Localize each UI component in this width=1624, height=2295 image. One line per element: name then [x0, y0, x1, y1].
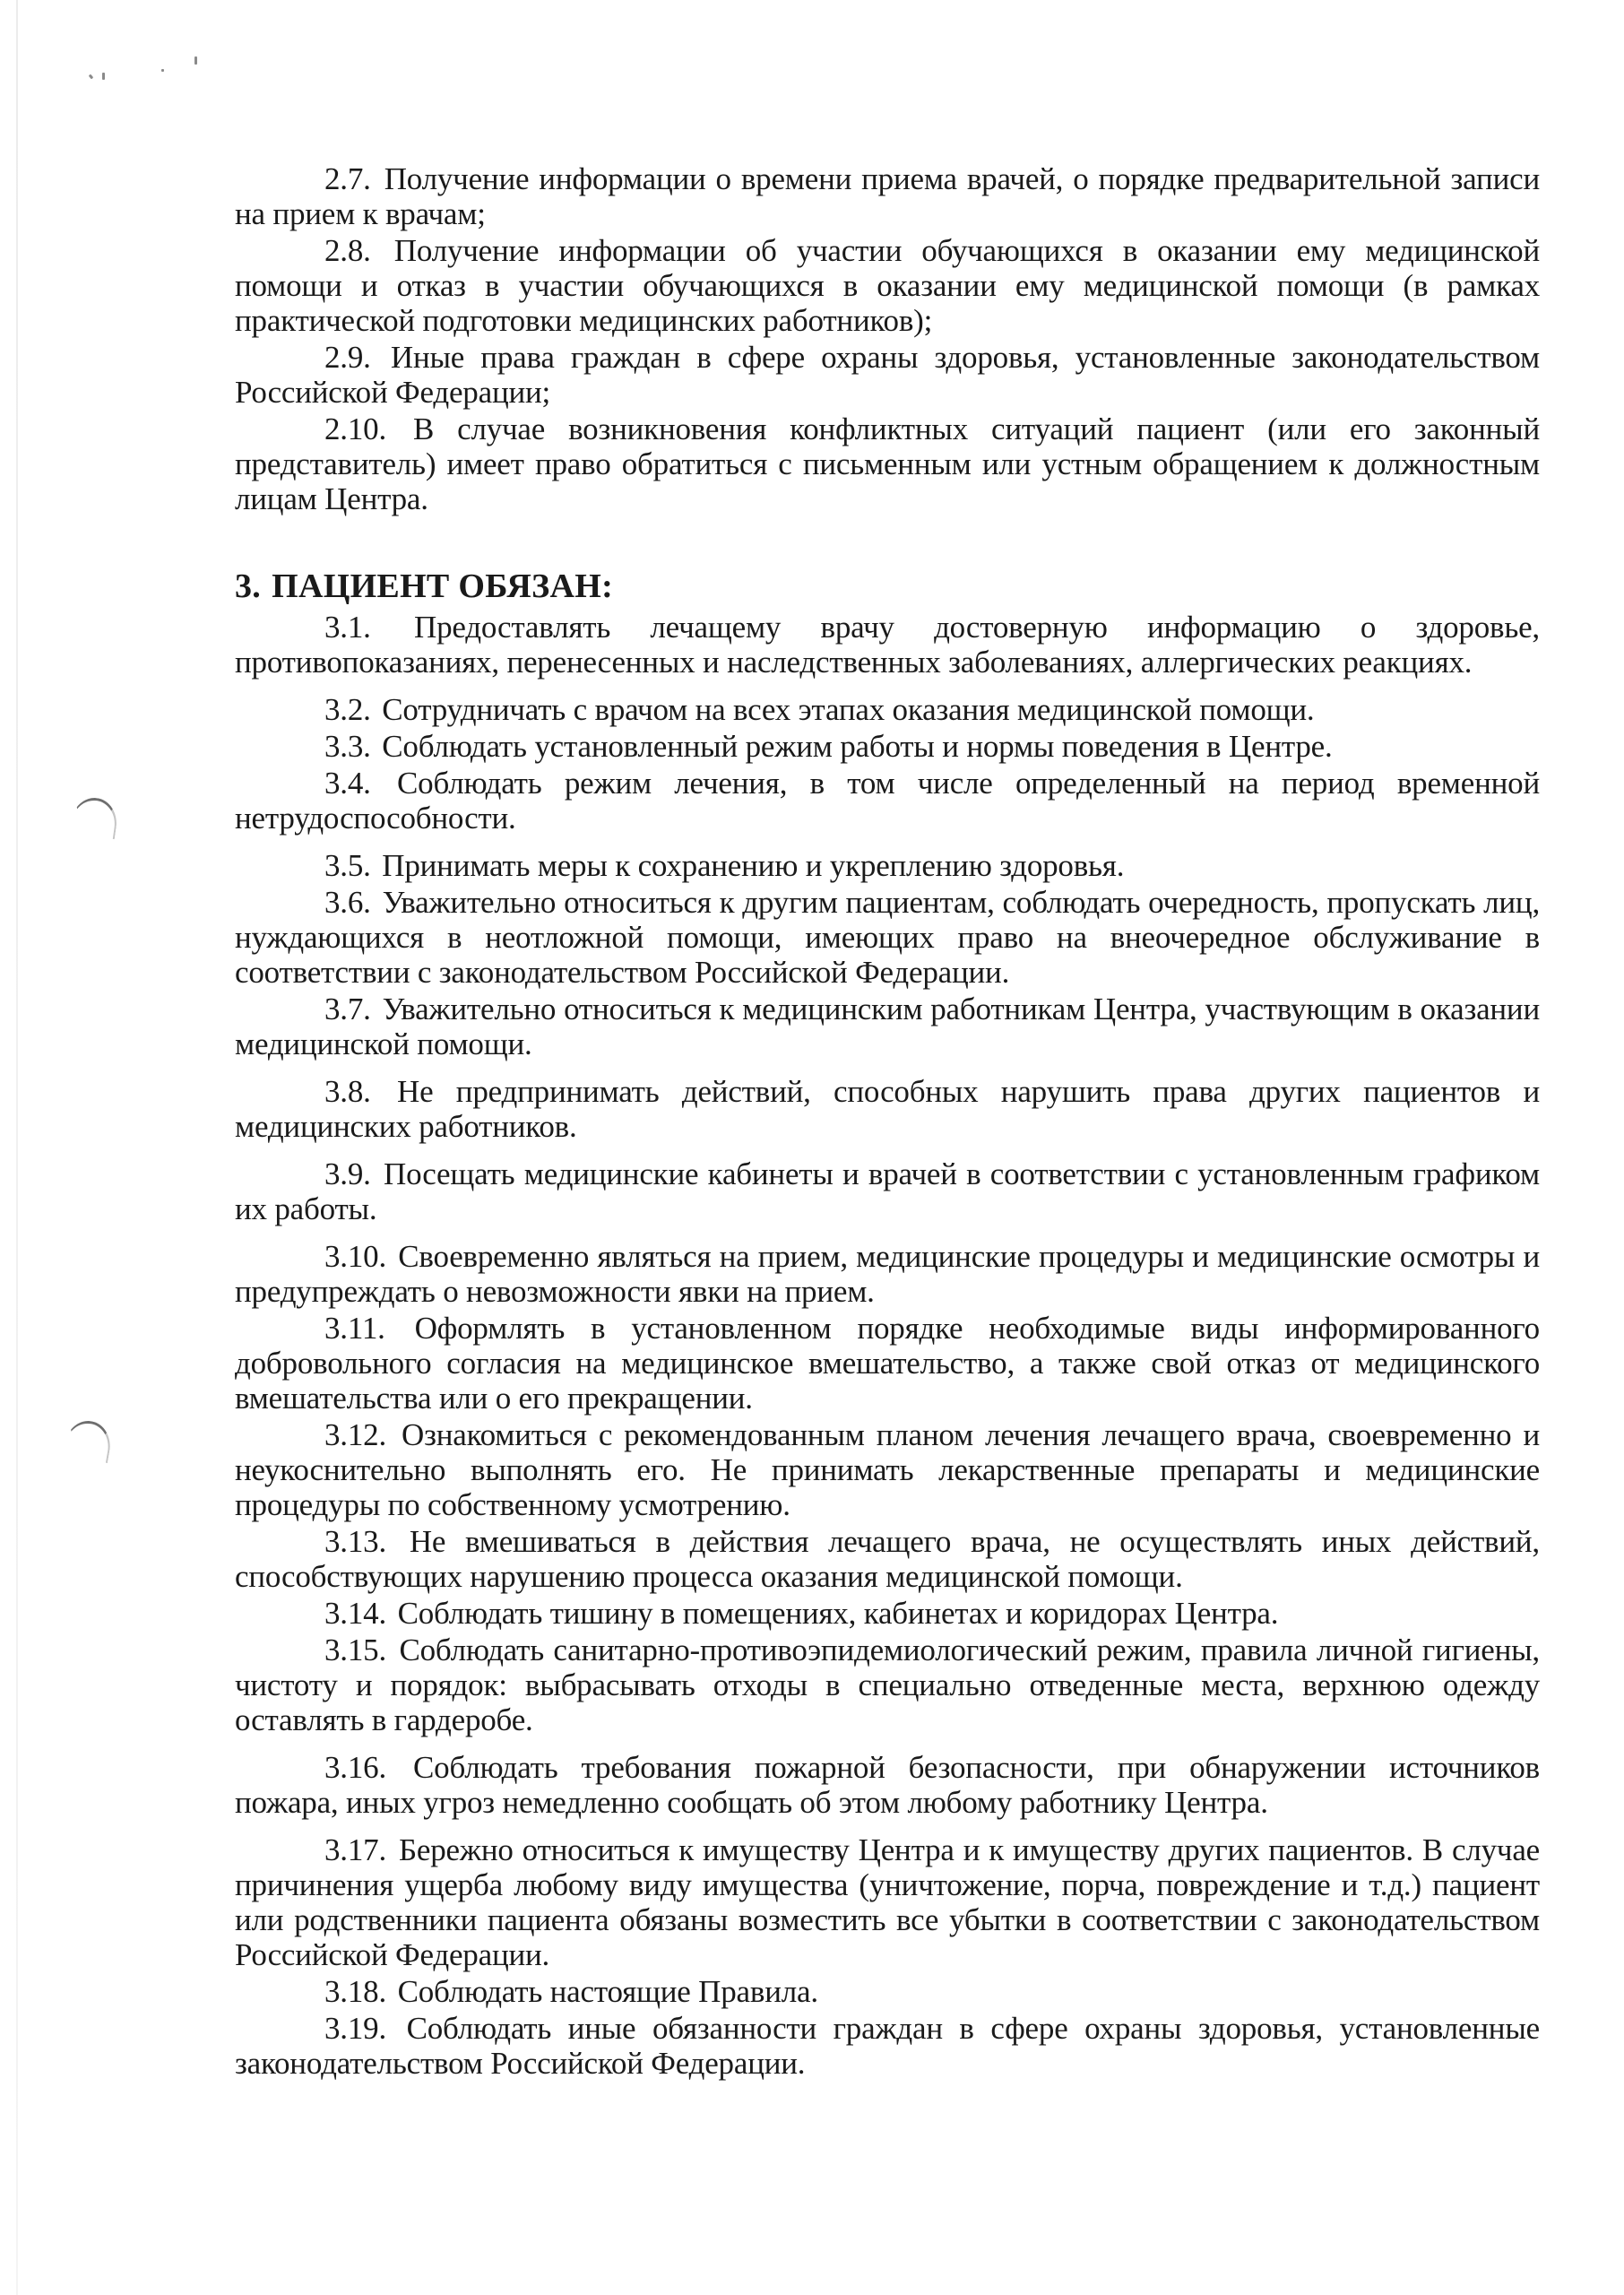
section-number: 3. [235, 567, 262, 605]
list-item [235, 1750, 1540, 1820]
item-text: Уважительно относиться к медицинским работникам Центра, участвующим в оказании медицинской помощи. [235, 992, 1540, 1061]
list-item [235, 766, 1540, 836]
item-number: 2.7. [324, 161, 371, 196]
item-number: 3.17. [324, 1832, 387, 1867]
list-item [235, 411, 1540, 516]
item-text: В случае возникновения конфликтных ситуаций пациент (или его законный представитель) имеет право обратиться с письменным или устным обращением к должностным лицам Центра. [235, 411, 1540, 516]
item-text: Посещать медицинские кабинеты и врачей в соответствии с установленным графиком их работы. [235, 1156, 1540, 1226]
item-text: Соблюдать иные обязанности граждан в сфере охраны здоровья, установленные законодательством Российской Федерации. [235, 2011, 1540, 2081]
list-item [235, 1311, 1540, 1416]
item-text: Сотрудничать с врачом на всех этапах оказания медицинской помощи. [382, 692, 1315, 727]
list-item [235, 1074, 1540, 1144]
list-item [235, 340, 1540, 410]
item-text: Не вмешиваться в действия лечащего врача, не осуществлять иных действий, способствующих нарушению процесса оказания медицинской помощи. [235, 1524, 1540, 1594]
item-text: Соблюдать тишину в помещениях, кабинетах и коридорах Центра. [397, 1596, 1279, 1631]
item-number: 3.6. [324, 885, 371, 920]
list-item [235, 1417, 1540, 1522]
document-page [235, 161, 1540, 2083]
section-heading [235, 567, 1540, 606]
item-number: 3.7. [324, 992, 371, 1026]
list-item [235, 161, 1540, 231]
item-number: 3.3. [324, 729, 371, 764]
item-number: 3.14. [324, 1596, 387, 1631]
section-title: ПАЦИЕНТ ОБЯЗАН: [272, 567, 614, 605]
item-text: Соблюдать режим лечения, в том числе определенный на период временной нетрудоспособности. [235, 766, 1540, 836]
item-text: Ознакомиться с рекомендованным планом лечения лечащего врача, своевременно и неукоснительно выполнять его. Не принимать лекарственные препараты и медицинские процедуры по собственному усмотрению. [235, 1417, 1540, 1522]
list-item [235, 992, 1540, 1061]
item-number: 3.2. [324, 692, 371, 727]
item-number: 3.10. [324, 1239, 387, 1274]
item-number: 3.11. [324, 1311, 385, 1346]
item-number: 3.13. [324, 1524, 387, 1559]
scan-page-edge [16, 0, 18, 2295]
list-item [235, 1239, 1540, 1309]
item-text: Своевременно являться на прием, медицинские процедуры и медицинские осмотры и предупреждать о невозможности явки на прием. [235, 1239, 1540, 1309]
list-item [235, 1632, 1540, 1737]
item-text: Уважительно относиться к другим пациентам, соблюдать очередность, пропускать лиц, нуждающихся в неотложной помощи, имеющих право на внеочередное обслуживание в соответствии с законодательством Российской Федерации. [235, 885, 1540, 990]
list-item [235, 1156, 1540, 1226]
list-item [235, 610, 1540, 680]
item-text: Оформлять в установленном порядке необходимые виды информированного добровольного согласия на медицинское вмешательство, а также свой отказ от медицинского вмешательства или о его прекращении. [235, 1311, 1540, 1416]
list-item [235, 729, 1540, 764]
item-number: 3.8. [324, 1074, 371, 1109]
list-item [235, 848, 1540, 883]
list-item [235, 1974, 1540, 2009]
item-number: 3.1. [324, 610, 371, 645]
item-number: 2.8. [324, 233, 371, 268]
item-number: 3.15. [324, 1632, 387, 1667]
item-text: Бережно относиться к имуществу Центра и к имуществу других пациентов. В случае причинения ущерба любому виду имущества (уничтожение, порча, повреждение и т.д.) пациент или родственники пациента обязаны возместить все убытки в соответствии с законодательством Российской Федерации. [235, 1832, 1540, 1972]
section-3-items [235, 610, 1540, 2081]
item-text: Получение информации об участии обучающихся в оказании ему медицинской помощи и отказ в участии обучающихся в оказании ему медицинской помощи (в рамках практической подготовки медицинских работников); [235, 233, 1540, 338]
list-item [235, 692, 1540, 727]
item-text: Соблюдать санитарно-противоэпидемиологический режим, правила личной гигиены, чистоту и порядок: выбрасывать отходы в специально отведенные места, верхнюю одежду оставлять в гардеробе. [235, 1632, 1540, 1737]
section-2-items [235, 161, 1540, 516]
item-text: Соблюдать требования пожарной безопасности, при обнаружении источников пожара, иных угроз немедленно сообщать об этом любому работнику Центра. [235, 1750, 1540, 1820]
item-number: 3.4. [324, 766, 371, 801]
item-number: 2.9. [324, 340, 371, 375]
item-text: Предоставлять лечащему врачу достоверную информацию о здоровье, противопоказаниях, перенесенных и наследственных заболеваниях, аллергических реакциях. [235, 610, 1540, 680]
punch-hole-mark [63, 1417, 115, 1463]
item-number: 3.5. [324, 848, 371, 883]
item-text: Иные права граждан в сфере охраны здоровья, установленные законодательством Российской Федерации; [235, 340, 1540, 410]
list-item [235, 885, 1540, 990]
list-item [235, 2011, 1540, 2081]
scan-artifact-marks [85, 49, 220, 94]
list-item [235, 233, 1540, 338]
item-text: Получение информации о времени приема врачей, о порядке предварительной записи на прием к врачам; [235, 161, 1540, 231]
item-number: 3.12. [324, 1417, 387, 1452]
item-number: 3.16. [324, 1750, 387, 1785]
item-number: 3.9. [324, 1156, 371, 1191]
item-number: 3.18. [324, 1974, 387, 2009]
list-item [235, 1524, 1540, 1594]
list-item [235, 1832, 1540, 1972]
item-text: Не предпринимать действий, способных нарушить права других пациентов и медицинских работников. [235, 1074, 1540, 1144]
item-number: 2.10. [324, 411, 387, 446]
punch-hole-mark [69, 795, 119, 840]
item-text: Соблюдать настоящие Правила. [397, 1974, 818, 2009]
item-text: Принимать меры к сохранению и укреплению здоровья. [382, 848, 1125, 883]
list-item [235, 1596, 1540, 1631]
item-number: 3.19. [324, 2011, 387, 2046]
item-text: Соблюдать установленный режим работы и нормы поведения в Центре. [382, 729, 1333, 764]
